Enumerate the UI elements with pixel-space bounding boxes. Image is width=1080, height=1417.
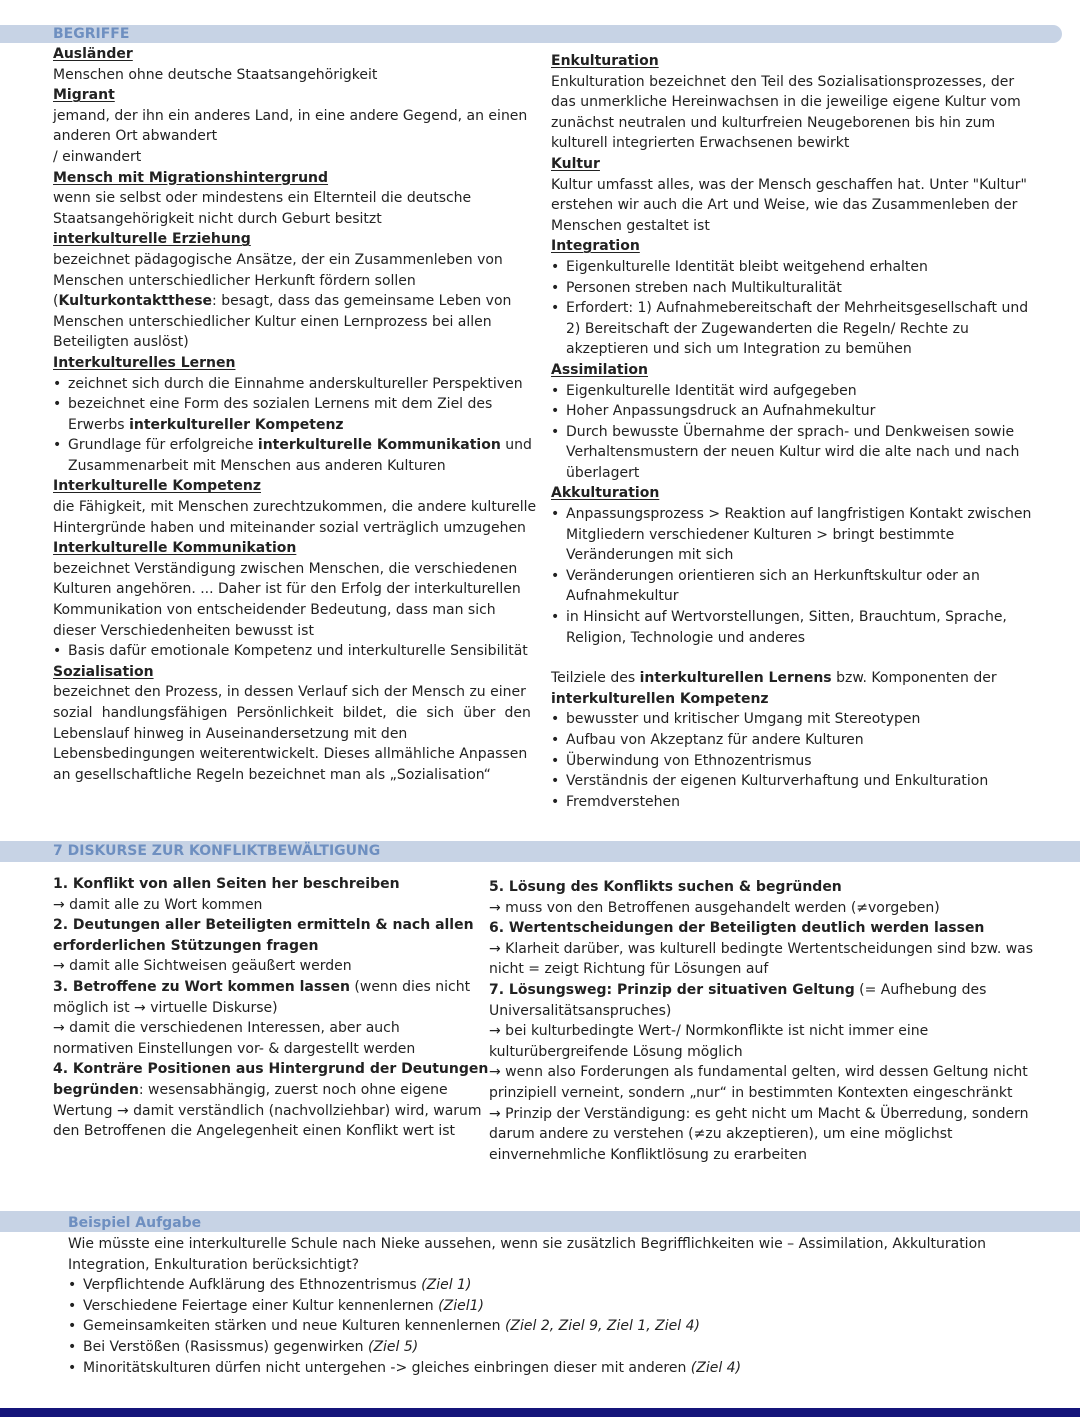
begriffe-left-column bbox=[53, 44, 537, 785]
list-item-bold: interkultureller Kompetenz bbox=[129, 416, 344, 433]
definition-text: das unmerkliche Hereinwachsen in die jeweilige eigene Kultur vom bbox=[551, 94, 1021, 111]
section-title-begriffe: BEGRIFFE bbox=[53, 26, 130, 42]
bullet-list bbox=[551, 257, 1051, 360]
list-item-line: Religion, Technologie und anderes bbox=[566, 629, 806, 646]
beispiel-aufgabe bbox=[68, 1234, 1058, 1378]
list-item: • Personen streben nach Multikulturalität bbox=[551, 278, 1051, 299]
step-number: 4. bbox=[53, 1061, 69, 1078]
term-interkulturelle-kommunikation: Interkulturelle Kommunikation bbox=[53, 540, 297, 557]
step-note: → damit alle Sichtweisen geäußert werden bbox=[53, 958, 352, 975]
diskurse-right-column bbox=[489, 877, 1059, 1165]
step-4 bbox=[53, 1059, 489, 1080]
list-item bbox=[551, 422, 1051, 484]
definition-text bbox=[53, 703, 531, 724]
step-title: erforderlichen Stützungen fragen bbox=[53, 937, 319, 954]
list-item: • Basis dafür emotionale Kompetenz und interkulturelle Sensibilität bbox=[53, 641, 531, 662]
step-number: 1. bbox=[53, 876, 69, 892]
step-note: → wenn also Forderungen als fundamental gelten, wird dessen Geltung nicht bbox=[489, 1064, 1028, 1081]
diskurse-left-column bbox=[53, 874, 489, 1142]
definition-text: bezeichnet pädagogische Ansätze, der ein Zusammenleben von bbox=[53, 251, 503, 268]
list-item bbox=[68, 1275, 1058, 1296]
step-note: → Klarheit darüber, was kulturell bedingte Wertentscheidungen sind bzw. was bbox=[489, 940, 1034, 957]
definition-text: Menschen ohne deutsche Staatsangehörigkeit bbox=[53, 66, 378, 83]
list-item-line: Aufnahmekultur bbox=[566, 588, 679, 605]
step-text: Wertung → damit verständlich (nachvollziehbar) wird, warum bbox=[53, 1102, 482, 1119]
list-item bbox=[68, 1337, 1058, 1358]
step-text: den Betroffenen die Angelegenheit einen Konflikt wert ist bbox=[53, 1123, 456, 1140]
list-item bbox=[551, 504, 1051, 566]
section-title-diskurse: 7 DISKURSE ZUR KONFLIKTBEWÄLTIGUNG bbox=[53, 843, 381, 859]
step-text: möglich ist → virtuelle Diskurse) bbox=[53, 999, 278, 1016]
goal-ref: (Ziel 5) bbox=[367, 1338, 419, 1355]
list-item-line: • Veränderungen orientieren sich an Herkunftskultur oder an bbox=[566, 567, 980, 584]
teilziele-heading-line2 bbox=[551, 689, 1051, 710]
step-note: kulturübergreifende Lösung möglich bbox=[489, 1043, 743, 1060]
term-akkulturation: Akkulturation bbox=[551, 485, 660, 502]
step-note: prinzipiell verneint, sondern „nur“ in bestimmten Kontexten eingeschränkt bbox=[489, 1084, 1013, 1101]
definition-text: an gesellschaftliche Regeln bezeichnet man als „Sozialisation“ bbox=[53, 766, 491, 783]
step-title: Konträre Positionen aus Hintergrund der Deutungen bbox=[68, 1061, 489, 1078]
definition-text: die Fähigkeit, mit Menschen zurechtzukommen, die andere kulturelle bbox=[53, 499, 537, 516]
goal-ref: (Ziel 4) bbox=[690, 1359, 742, 1376]
list-item-text: Erwerbs bbox=[68, 416, 130, 433]
term-migrant: Migrant bbox=[53, 87, 115, 104]
step-5: 5. Lösung des Konflikts suchen & begründen bbox=[489, 879, 842, 895]
definition-text: Beteiligten auslöst) bbox=[53, 334, 189, 351]
definition-text: anderen Ort abwandert bbox=[53, 128, 218, 145]
definition-text: Kommunikation von entscheidender Bedeutung, dass man sich bbox=[53, 602, 496, 619]
step-2-line2 bbox=[53, 936, 478, 957]
list-item: • Eigenkulturelle Identität wird aufgegeben bbox=[551, 381, 1051, 402]
list-item-text: Minoritätskulturen dürfen nicht untergehen -> gleiches einbringen dieser mit anderen bbox=[83, 1359, 691, 1376]
goal-ref: (Ziel 2, Ziel 9, Ziel 1, Ziel 4) bbox=[504, 1318, 700, 1335]
definition-text: Staatsangehörigkeit nicht durch Geburt besitzt bbox=[53, 210, 382, 227]
definition-text: Hintergründe haben und miteinander sozial verträglich umzugehen bbox=[53, 519, 526, 536]
list-item bbox=[68, 1316, 1058, 1337]
list-item-text: Verschiedene Feiertage einer Kultur kennenlernen bbox=[83, 1297, 439, 1314]
list-item-line: Zusammenarbeit mit Menschen aus anderen Kulturen bbox=[68, 457, 446, 474]
step-note: → muss von den Betroffenen ausgehandelt werden (≠vorgeben) bbox=[489, 899, 940, 916]
bullet-list bbox=[53, 374, 531, 477]
list-item-line bbox=[68, 415, 531, 436]
definition-text: kulturell integrierten Erwachsenen bewirkt bbox=[551, 135, 850, 152]
spacer bbox=[551, 648, 1051, 668]
task-question: Wie müsste eine interkulturelle Schule nach Nieke aussehen, wenn sie zusätzlich Begrifflichkeiten wie – Assimilation, Akkulturation bbox=[68, 1236, 987, 1252]
step-note: einvernehmliche Konfliktlösung zu erarbeiten bbox=[489, 1146, 807, 1163]
justified-word: sich bbox=[426, 705, 455, 721]
step-title: Betroffene zu Wort kommen lassen bbox=[68, 978, 350, 995]
definition-text: wenn sie selbst oder mindestens ein Elternteil die deutsche bbox=[53, 190, 472, 207]
list-item bbox=[551, 298, 1051, 360]
term-assimilation: Assimilation bbox=[551, 361, 649, 378]
term-enkulturation: Enkulturation bbox=[551, 53, 659, 69]
list-item-line: Verhaltensmustern der neuen Kultur wird die alte nach und nach bbox=[566, 444, 1020, 461]
step-title: 7. Lösungsweg: Prinzip der situativen Geltung bbox=[489, 981, 855, 998]
step-title: Deutungen aller Beteiligten ermitteln & nach allen bbox=[68, 917, 474, 934]
step-note: normativen Einstellungen vor- & dargestellt werden bbox=[53, 1040, 416, 1057]
definition-text: Menschen unterschiedlicher Kultur einen Lernprozess bei allen bbox=[53, 313, 492, 330]
list-item-text: Bei Verstößen (Rasissmus) gegenwirken bbox=[83, 1338, 368, 1355]
term-sozialisation: Sozialisation bbox=[53, 663, 154, 680]
list-item bbox=[68, 1358, 1058, 1379]
paren-open: ( bbox=[53, 293, 59, 310]
list-item: • Verständnis der eigenen Kulturverhaftung und Enkulturation bbox=[551, 771, 1051, 792]
list-item bbox=[68, 1296, 1058, 1317]
definition-text: / einwandert bbox=[53, 148, 142, 165]
term-interkulturelle-erziehung: interkulturelle Erziehung bbox=[53, 231, 251, 248]
term-auslaender: Ausländer bbox=[53, 46, 133, 62]
section-title-beispiel: Beispiel Aufgabe bbox=[68, 1215, 202, 1231]
list-item: • bewusster und kritischer Umgang mit Stereotypen bbox=[551, 709, 1051, 730]
definition-text: zunächst neutralen und kulturfreien Neugeborenen bis hin zum bbox=[551, 114, 996, 131]
list-item: • zeichnet sich durch die Einnahme anderskultureller Perspektiven bbox=[53, 374, 531, 395]
definition-text: Kulturen angehören. ... Daher ist für den Erfolg der interkulturellen bbox=[53, 581, 521, 598]
justified-word: die bbox=[395, 705, 418, 721]
list-item-line: • bezeichnet eine Form des sozialen Lernens mit dem Ziel des bbox=[68, 396, 493, 413]
list-item-line: Veränderungen mit sich bbox=[566, 547, 734, 564]
justified-word: bildet, bbox=[342, 705, 387, 721]
kulturkontaktthese-line bbox=[53, 291, 531, 312]
list-item: • Hoher Anpassungsdruck an Aufnahmekultur bbox=[551, 401, 1051, 422]
justified-word: sozial bbox=[53, 705, 93, 721]
step-text: : wesensabhängig, zuerst noch ohne eigene bbox=[138, 1081, 448, 1098]
term-integration: Integration bbox=[551, 238, 640, 255]
goal-ref: (Ziel 1) bbox=[421, 1277, 472, 1294]
term-interkulturelles-lernen: Interkulturelles Lernen bbox=[53, 354, 236, 371]
justified-word: handlungsfähigen bbox=[101, 705, 228, 721]
teilziele-bold: interkulturellen Kompetenz bbox=[551, 690, 769, 707]
step-text: (wenn dies nicht bbox=[349, 978, 471, 995]
begriffe-right-column bbox=[551, 51, 1051, 812]
kulturkontaktthese-term: Kulturkontaktthese bbox=[58, 293, 213, 310]
list-item-line: Mitgliedern verschiedener Kulturen > bringt bestimmte bbox=[566, 526, 955, 543]
definition-text: Lebensbedingungen weiterentwickelt. Dieses allmähliche Anpassen bbox=[53, 746, 528, 763]
step-4-line2 bbox=[53, 1080, 478, 1101]
footer-bar bbox=[0, 1408, 1080, 1417]
step-1 bbox=[53, 874, 478, 895]
kulturkontaktthese-text: : besagt, dass das gemeinsame Leben von bbox=[212, 293, 512, 310]
step-title: Konflikt von allen Seiten her beschreiben bbox=[68, 876, 400, 892]
term-migrationshintergrund: Mensch mit Migrationshintergrund bbox=[53, 169, 329, 186]
justified-word: den bbox=[504, 705, 531, 721]
definition-text: Kultur umfasst alles, was der Mensch geschaffen hat. Unter "Kultur" bbox=[551, 176, 1027, 193]
list-item-line: überlagert bbox=[566, 464, 640, 481]
list-item-line: • Erfordert: 1) Aufnahmebereitschaft der Mehrheitsgesellschaft und bbox=[566, 300, 1029, 317]
task-question: Integration, Enkulturation berücksichtigt? bbox=[68, 1256, 360, 1273]
step-title: begründen bbox=[53, 1081, 139, 1098]
list-item-line bbox=[68, 435, 531, 456]
step-number: 2. bbox=[53, 917, 69, 934]
list-item bbox=[551, 566, 1051, 607]
step-3 bbox=[53, 977, 478, 998]
list-item-text: und bbox=[500, 437, 532, 454]
term-kultur: Kultur bbox=[551, 155, 600, 172]
list-item-text: Grundlage für erfolgreiche bbox=[68, 437, 258, 454]
teilziele-text: Teilziele des bbox=[551, 670, 640, 687]
step-7 bbox=[489, 980, 1059, 1001]
bullet-list bbox=[53, 641, 531, 662]
definition-text: Menschen unterschiedlicher Herkunft fördern sollen bbox=[53, 272, 416, 289]
justified-word: über bbox=[463, 705, 496, 721]
list-item: • Aufbau von Akzeptanz für andere Kulturen bbox=[551, 730, 1051, 751]
list-item: • Fremdverstehen bbox=[551, 792, 1051, 813]
list-item-line: • Durch bewusste Übernahme der sprach- und Denkweisen sowie bbox=[566, 423, 1015, 440]
step-note: → bei kulturbedingte Wert-/ Normkonflikte ist nicht immer eine bbox=[489, 1023, 929, 1040]
list-item-text: Gemeinsamkeiten stärken und neue Kulturen kennenlernen bbox=[83, 1318, 505, 1335]
list-item: • Überwindung von Ethnozentrismus bbox=[551, 751, 1051, 772]
step-2 bbox=[53, 915, 478, 936]
list-item-line: • in Hinsicht auf Wertvorstellungen, Sitten, Brauchtum, Sprache, bbox=[566, 609, 1007, 626]
teilziele-bold: interkulturellen Lernens bbox=[639, 670, 832, 687]
definition-text: bezeichnet den Prozess, in dessen Verlauf sich der Mensch zu einer bbox=[53, 684, 526, 701]
definition-text: jemand, der ihn ein anderes Land, in eine andere Gegend, an einen bbox=[53, 107, 528, 124]
bullet-list bbox=[551, 504, 1051, 648]
list-item-line: 2) Bereitschaft der Zugewanderten die Regeln/ Rechte zu bbox=[566, 320, 969, 337]
bullet-list bbox=[68, 1275, 1058, 1378]
justified-word: Persönlichkeit bbox=[236, 705, 334, 721]
step-note: nicht = zeigt Richtung für Lösungen auf bbox=[489, 961, 769, 978]
list-item bbox=[551, 607, 1051, 648]
step-number: 3. bbox=[53, 978, 69, 995]
definition-text: Enkulturation bezeichnet den Teil des Sozialisationsprozesses, der bbox=[551, 73, 1015, 90]
bullet-list bbox=[551, 381, 1051, 484]
list-item bbox=[53, 394, 531, 435]
teilziele-heading bbox=[551, 668, 1051, 689]
list-item-text: Verpflichtende Aufklärung des Ethnozentrismus bbox=[83, 1277, 422, 1294]
list-item bbox=[53, 435, 531, 476]
definition-text: Lebenslauf hinweg in Auseinandersetzung mit den bbox=[53, 725, 408, 742]
step-text: Universalitätsanspruches) bbox=[489, 1002, 672, 1019]
step-note: → Prinzip der Verständigung: es geht nicht um Macht & Überredung, sondern bbox=[489, 1105, 1029, 1122]
section-band-begriffe bbox=[0, 25, 1062, 43]
teilziele-text: bzw. Komponenten der bbox=[831, 670, 997, 687]
list-item-line: akzeptieren und sich um Integration zu bemühen bbox=[566, 341, 912, 358]
step-note: → damit die verschiedenen Interessen, aber auch bbox=[53, 1020, 400, 1037]
bullet-list bbox=[551, 709, 1051, 812]
list-item: • Eigenkulturelle Identität bleibt weitgehend erhalten bbox=[551, 257, 1051, 278]
step-note: → damit alle zu Wort kommen bbox=[53, 896, 263, 913]
step-text: (= Aufhebung des bbox=[854, 981, 987, 998]
definition-text: bezeichnet Verständigung zwischen Menschen, die verschiedenen bbox=[53, 560, 518, 577]
definition-text: Menschen gestaltet ist bbox=[551, 217, 710, 234]
definition-text: dieser Verschiedenheiten bewusst ist bbox=[53, 622, 314, 639]
step-6: 6. Wertentscheidungen der Beteiligten deutlich werden lassen bbox=[489, 920, 985, 937]
list-item-line: • Anpassungsprozess > Reaktion auf langfristigen Kontakt zwischen bbox=[566, 506, 1032, 523]
term-interkulturelle-kompetenz: Interkulturelle Kompetenz bbox=[53, 478, 261, 495]
definition-text: erstehen wir auch die Art und Weise, wie das Zusammenleben der bbox=[551, 197, 1018, 214]
step-note: darum andere zu verstehen (≠zu akzeptieren), um eine möglichst bbox=[489, 1126, 953, 1143]
list-item-bold: interkulturelle Kommunikation bbox=[257, 437, 501, 454]
goal-ref: (Ziel1) bbox=[438, 1297, 484, 1314]
